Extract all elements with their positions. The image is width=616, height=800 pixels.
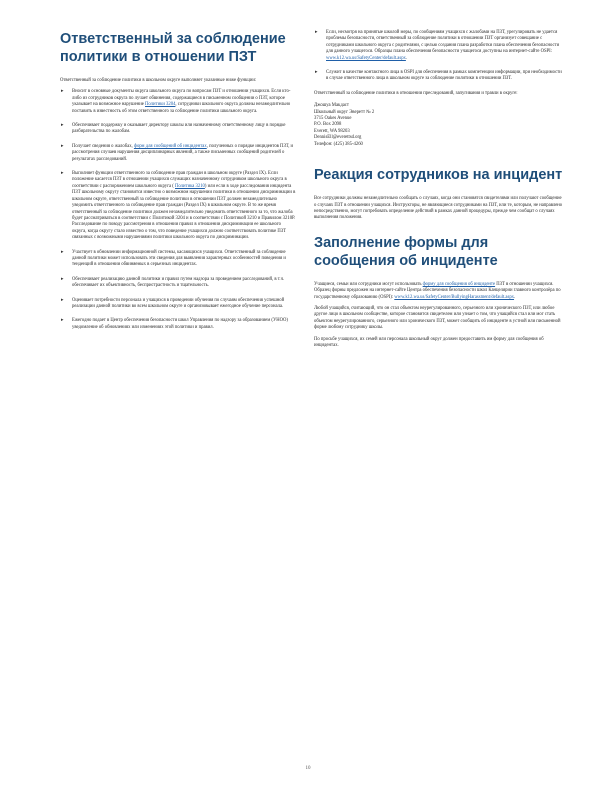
contact-line: P.O. Box 2098	[314, 122, 342, 128]
list-item	[60, 144, 296, 163]
policy-link[interactable]: форм для сообщений об инцидентах	[133, 143, 207, 149]
list-item-text: Выполняет функции ответственного за соблюдение прав граждан в школьном округе (Раздел IX). Если положение касается ПЗТ в отношении учащихся служащих назначенному сотрудником школьного округа в соответствии с распоряжением школьного округа (	[72, 171, 287, 189]
list-item	[60, 298, 296, 311]
incident-report-paragraph-1	[314, 282, 564, 301]
list-item	[60, 318, 296, 331]
list-item-text: Ежегодно подает в Центр обеспечения безопасности школ Управления по надзору за образованием (УНОО) уведомление об обновлениях или изменениях этой политики и правил.	[72, 318, 288, 330]
bullet-arrow-icon: ▸	[315, 30, 318, 35]
contact-line: Телефон: (425) 385-4260	[314, 141, 363, 147]
list-item	[60, 277, 296, 290]
incident-form-link[interactable]: форму для сообщения об инциденте	[422, 281, 496, 287]
incident-report-paragraph-2: Любой учащийся, считающий, что он стал объектом неурегулированного, серьезного или хронического ПЗТ, или любое другое лицо в школьном сообществе, которое становится свидетелем или узнает о том, что учащийся стал или мог стать объектом неурегулированного, серьезного или хронического ПЗТ, может сообщить об инциденте в устной или письменной форме любому сотруднику школы.	[314, 305, 561, 331]
bullet-arrow-icon: ▸	[61, 249, 64, 255]
text: ПЗТ в отношении учащихся. Образец формы предложен на интернет-сайте Центра обеспечения безопасности школ Канцелярии главного контролёра по государственному образованию (OSPI):	[314, 281, 561, 300]
coordinator-duties-list	[60, 89, 296, 331]
contact-line: Джошуа Макдаст	[314, 103, 349, 109]
list-item-text: Обеспечивает поддержку и оказывает директору школы или назначенному ответственному лицу в порядке разбирательства по жалобам.	[72, 123, 286, 135]
list-item	[60, 171, 296, 241]
policy-link[interactable]: Политики 3204	[145, 102, 176, 108]
section-title-staff-response: Реакция сотрудников на инцидент	[314, 167, 563, 184]
incident-report-section	[314, 234, 564, 350]
list-item-text: , сотрудники школьного округа должны незамедлительно поставить в известность об этом ответственного за соблюдение политики школьного округа.	[72, 102, 291, 114]
text: Учащиеся, семьи или сотрудники могут использовать	[314, 281, 422, 287]
staff-response-text: Все сотрудники должны незамедлительно сообщать о случаях, когда они становятся свидетелями или получают сообщение о случаях ПЗТ в отношении учащихся. Инструкторы, не являющиеся сотрудниками на ПЗТ, или те, которым, не направлено непосредственно, могут потребовать определение действий в рамках данной процедуры, прежде чем сообщат о случаях выполнения положения.	[314, 196, 563, 221]
list-item-text: Если, несмотря на принятые школой меры, по сообщениям учащихся с жалобами на ПЗТ, урегулировать не удается проблемы безопасности, ответственный за соблюдение политики в отношении ПЗТ организует совещание с сотрудниками школьного округа с родителями, с целью создания плана разработки плана обеспечения безопасности для данного учащегося. Образцы плана обеспечения безопасности учащегося доступны на интернет-сайте OSPI:	[326, 30, 560, 55]
contact-line: 3715 Oakes Avenue	[314, 116, 352, 122]
contact-line: Everett, WA 98203	[314, 128, 350, 134]
list-item-text: ) или если в ходе расследования инцидента ПЗТ школьному округу становится известно о возможном нарушении политики в отношении дискриминации в школьном округе, ответственный за соблюдение политики в отношении ПЗТ должен незамедлительно уведомить ответственного за соблюдение прав граждан (Раздел IX) в школьном округе. В то же время ответственный за соблюдение политики должен незамедлительно уведомить ответственного за то, что жалоба будет рассматриваться в соответствии с Политикой 3204 и в соответствии с Политикой 3210 и Правилом 3210P. Расследование по поводу рассмотрения в отношении правил в отношении дискриминации ее школьного округа, когда округу стало известно о том, что поведение учащихся должно соответствовать политике ПЗТ связанных с возможными нарушениями политики школьного округа по дискриминации.	[72, 183, 296, 241]
coordinator-intro: Ответственный за соблюдение политики в школьном округе выполняет указанные ниже функции:	[60, 78, 257, 83]
list-item-text: Обеспечивает реализацию данной политики и правил путем надзора за проведением расследований, в т.ч. обеспечивает их объективность, беспристрастность и тщательность.	[72, 276, 285, 289]
staff-response-section	[314, 166, 564, 222]
contact-block	[314, 103, 564, 148]
list-item-text: Служит в качестве контактного лица в OSPI для обеспечения в рамках компетенции информации, при необходимости в случае ответственного лица в школьном округе за соблюдение политики в отношении ПЗТ.	[326, 70, 562, 82]
list-item-text: , полученных о порядке инцидентов ПЗТ, и рассмотрения случаев нарушения дисциплинарных явлений, а также письменных сообщений родителей о результатах расследований.	[72, 143, 294, 162]
list-item-text: Вносит в основные документы округа школьного округа по вопросам ПЗТ и отношении учащихся. Если кто-либо из сотрудников округа по лучает обвинения, содержащиеся в письменном сообщении о ПЗТ, которое указывает на возможное нарушение	[72, 89, 291, 108]
bullet-arrow-icon: ▸	[61, 89, 64, 95]
list-item	[314, 30, 564, 62]
bullet-arrow-icon: ▸	[61, 143, 64, 149]
bullet-arrow-icon: ▸	[61, 123, 64, 129]
section-title-coordinator: Ответственный за соблюдение политики в отношении ПЗТ	[60, 31, 286, 65]
list-item	[60, 89, 296, 115]
bullet-arrow-icon: ▸	[315, 70, 318, 76]
list-item-text: Участвует в обновлении информационной системы, касающихся учащихся. Ответственный за соблюдение данной политики может использовать эти сведения для выявления характерных особенностей поведения и тенденций в отношении обвиняемых в серьезных инцидентах.	[72, 249, 286, 268]
list-item	[60, 250, 296, 269]
left-column	[60, 30, 296, 339]
contact-intro: Ответственный за соблюдение политики в отношении преследований, запугивания и травли в округе:	[314, 90, 518, 96]
policy-link[interactable]: Политика 3210	[175, 183, 205, 189]
ospi-safety-center-link[interactable]: www.k12.wa.us/SafetyCenter/BullyingHarassment/default.aspx	[394, 294, 515, 300]
right-column	[314, 30, 564, 361]
list-item	[314, 70, 564, 83]
bullet-arrow-icon: ▸	[61, 297, 64, 303]
bullet-arrow-icon: ▸	[61, 276, 64, 282]
bullet-arrow-icon: ▸	[61, 171, 64, 177]
section-title-incident-report: Заполнение формы для сообщения об инциденте	[314, 234, 498, 269]
list-item-text: .	[405, 55, 408, 61]
list-item-text: Оценивает потребности персонала и учащихся в проведении обучения по случаям обеспечения успешной реализации данной политики во всем школьном округе и организовывает ежегодное обучение персонала.	[72, 297, 285, 309]
incident-report-paragraph-3: По просьбе учащихся, их семей или персонала школьный округ должен предоставить им форму для сообщения об инцидентах.	[314, 336, 544, 348]
text: .	[514, 294, 516, 300]
bullet-arrow-icon: ▸	[61, 318, 64, 324]
contact-line: Школьный округ Эверетт № 2	[314, 109, 375, 115]
coordinator-duties-list-continued	[314, 30, 564, 83]
list-item-text: Получает сведения о жалобах,	[72, 143, 133, 149]
list-item	[60, 123, 296, 136]
contact-line: DennisEll@everettsd.org	[314, 135, 362, 141]
page-number: 10	[305, 766, 311, 771]
policy-link[interactable]: www.k12.wa.us/SafetyCenter/default.aspx	[326, 55, 406, 61]
